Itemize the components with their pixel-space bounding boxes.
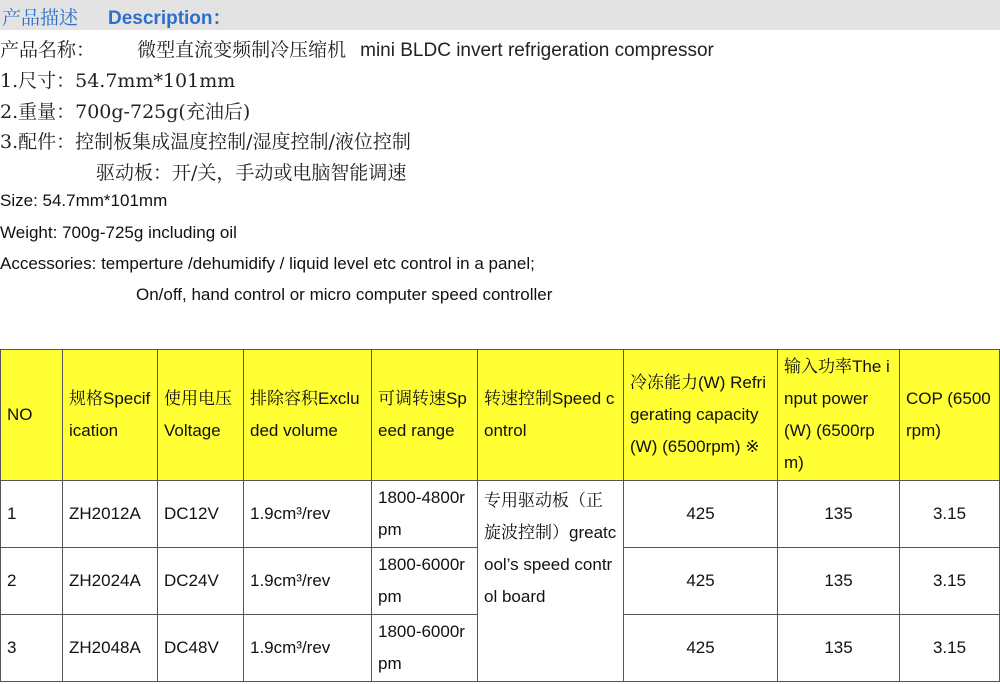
header-cop: COP (6500rpm) — [900, 350, 1000, 481]
cell-power: 135 — [778, 615, 900, 682]
cell-speed: 1800-6000rpm — [372, 615, 478, 682]
cell-voltage: DC48V — [158, 615, 244, 682]
spec-driver-en: On/off, hand control or micro computer speed controller — [136, 285, 553, 304]
header-title-en: Description： — [108, 8, 232, 29]
product-name-zh: 微型直流变频制冷压缩机 — [137, 39, 347, 61]
cell-spec: ZH2024A — [63, 548, 158, 615]
cell-capacity: 425 — [624, 548, 778, 615]
header-no: NO — [1, 350, 63, 481]
cell-power: 135 — [778, 548, 900, 615]
cell-capacity: 425 — [624, 615, 778, 682]
header-speed-control: 转速控制Speed control — [478, 350, 624, 481]
cell-speed-control: 专用驱动板（正旋波控制）greatcool’s speed control board — [478, 481, 624, 682]
cell-cop: 3.15 — [900, 481, 1000, 548]
spec-weight-zh: 2.重量：700g-725g(充油后) — [0, 101, 251, 123]
cell-spec: ZH2012A — [63, 481, 158, 548]
header-input-power: 输入功率The input power(W) (6500rpm) — [778, 350, 900, 481]
spec-size-zh: 1.尺寸：54.7mm*101mm — [0, 70, 236, 92]
product-name-label: 产品名称： — [0, 39, 96, 61]
cell-volume: 1.9cm³/rev — [244, 548, 372, 615]
spec-accessories-en: Accessories: temperture /dehumidify / liquid level etc control in a panel; — [0, 254, 535, 273]
cell-no: 1 — [1, 481, 63, 548]
table-header-row — [1, 350, 1000, 481]
cell-no: 2 — [1, 548, 63, 615]
header-voltage: 使用电压Voltage — [158, 350, 244, 481]
cell-speed: 1800-4800rpm — [372, 481, 478, 548]
product-name-en: mini BLDC invert refrigeration compressor — [360, 40, 714, 61]
description-header — [0, 0, 1000, 30]
spec-accessories-zh: 3.配件：控制板集成温度控制/湿度控制/液位控制 — [0, 131, 411, 153]
cell-no: 3 — [1, 615, 63, 682]
spec-size-en: Size: 54.7mm*101mm — [0, 191, 168, 210]
header-refrigerating-capacity: 冷冻能力(W) Refrigerating capacity (W) (6500rpm) ※ — [624, 350, 778, 481]
header-excluded-volume: 排除容积Excluded volume — [244, 350, 372, 481]
table-row — [1, 481, 1000, 548]
cell-volume: 1.9cm³/rev — [244, 615, 372, 682]
cell-power: 135 — [778, 481, 900, 548]
cell-spec: ZH2048A — [63, 615, 158, 682]
product-name-line — [0, 35, 714, 62]
header-title-zh: 产品描述 — [2, 7, 79, 29]
cell-voltage: DC24V — [158, 548, 244, 615]
cell-speed: 1800-6000rpm — [372, 548, 478, 615]
cell-voltage: DC12V — [158, 481, 244, 548]
cell-cop: 3.15 — [900, 615, 1000, 682]
spec-weight-en: Weight: 700g-725g including oil — [0, 223, 237, 242]
header-specification: 规格Specification — [63, 350, 158, 481]
spec-table — [0, 349, 1000, 682]
header-speed-range: 可调转速Speed range — [372, 350, 478, 481]
cell-cop: 3.15 — [900, 548, 1000, 615]
spec-driver-zh: 驱动板：开/关，手动或电脑智能调速 — [96, 162, 407, 184]
cell-volume: 1.9cm³/rev — [244, 481, 372, 548]
cell-capacity: 425 — [624, 481, 778, 548]
